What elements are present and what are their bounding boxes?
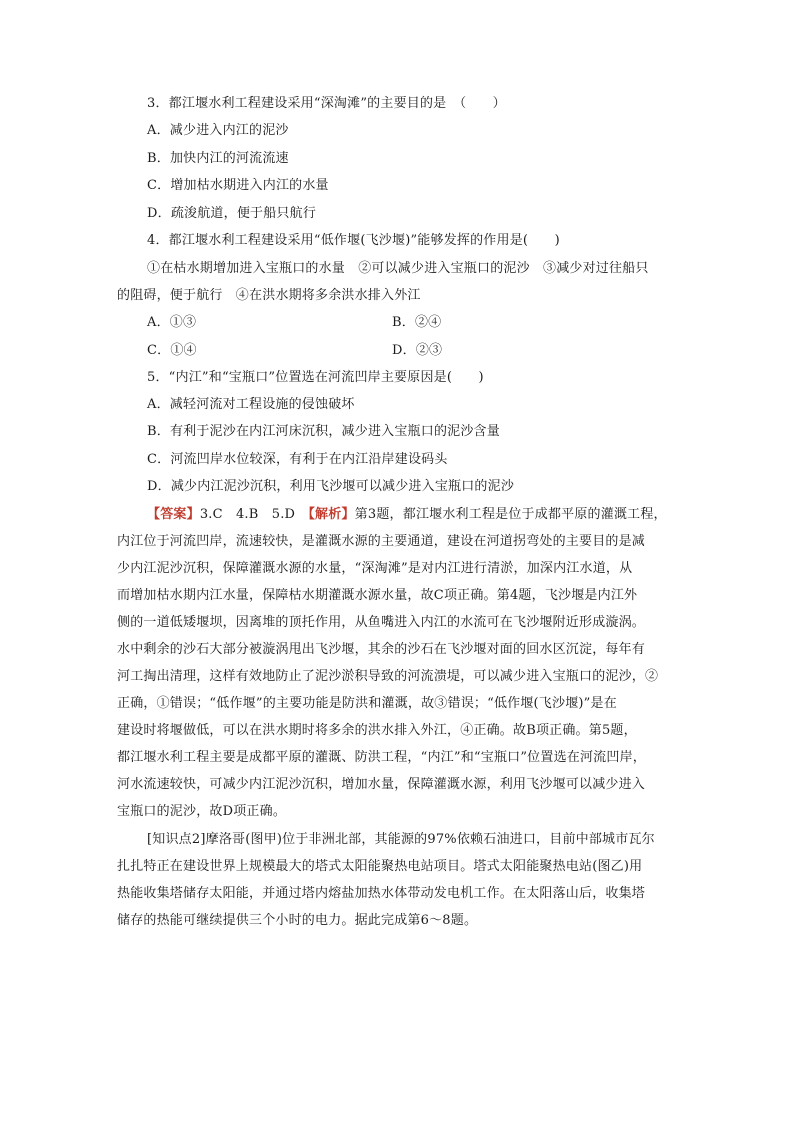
q4-option-d: D．②③: [392, 343, 443, 358]
q4-option-b: B．②④: [392, 315, 442, 330]
q4-statements-line-2: 的阻碍，便于航行 ④在洪水期将多余洪水排入外江: [117, 288, 421, 303]
q5-option-c: C．河流凹岸水位较深，有利于在内江沿岸建设码头: [147, 452, 448, 467]
q3-option-c: C．增加枯水期进入内江的水量: [147, 178, 329, 193]
analysis-line: 宝瓶口的泥沙，故D项正确。: [117, 804, 287, 819]
q5-option-a: A．减轻河流对工程设施的侵蚀破坏: [147, 397, 355, 412]
q5-option-d: D．减少内江泥沙沉积，利用飞沙堰可以减少进入宝瓶口的泥沙: [147, 479, 515, 494]
q3-option-a: A．减少进入内江的泥沙: [147, 123, 289, 138]
intro-line: 热能收集塔储存太阳能，并通过塔内熔盐加热水体带动发电机工作。在太阳落山后，收集塔: [117, 886, 646, 901]
analysis-line: 内江位于河流凹岸，流速较快，是灌溉水源的主要通道，建设在河道拐弯处的主要目的是减: [117, 534, 646, 549]
analysis-line: 都江堰水利工程主要是成都平原的灌溉、防洪工程，“内江”和“宝瓶口”位置选在河流凹岸，: [117, 750, 646, 765]
q3-option-b: B．加快内江的河流流速: [147, 151, 289, 166]
q4-statements-line-1: ①在枯水期增加进入宝瓶口的水量 ②可以减少进入宝瓶口的泥沙 ③减少对过往船只: [147, 261, 649, 276]
answer-values: 3.C 4.B 5.D: [199, 507, 309, 522]
question-4-stem: 4．都江堰水利工程建设采用“低作堰(飞沙堰)”能够发挥的作用是( ): [147, 233, 560, 248]
analysis-first-text: 第3题，都江堰水利工程是位于成都平原的灌溉工程，: [354, 507, 667, 522]
analysis-tag: 【解析】: [308, 507, 355, 522]
answer-tag: 【答案】: [147, 507, 200, 522]
analysis-line: 正确，①错误；“低作堰”的主要功能是防洪和灌溉，故③错误；“低作堰(飞沙堰)”是在: [117, 696, 617, 711]
analysis-line: 侧的一道低矮堰坝，因离堆的顶托作用，从鱼嘴进入内江的水流可在飞沙堰附近形成漩涡。: [117, 615, 646, 630]
analysis-line: 河水流速较快，可减少内江泥沙沉积，增加水量，保障灌溉水源，利用飞沙堰可以减少进入: [117, 777, 646, 792]
analysis-line: 水中剩余的沙石大部分被漩涡甩出飞沙堰，其余的沙石在飞沙堰对面的回水区沉淀，每年有: [117, 642, 646, 657]
question-5-stem: 5．“内江”和“宝瓶口”位置选在河流凹岸主要原因是( ): [147, 370, 484, 385]
question-3-stem: 3．都江堰水利工程建设采用“深淘滩”的主要目的是 （ ）: [147, 96, 506, 111]
q3-option-d: D．疏浚航道，便于船只航行: [147, 206, 317, 221]
intro-line: 扎扎特正在建设世界上规模最大的塔式太阳能聚热电站项目。塔式太阳能聚热电站(图乙)用: [117, 859, 643, 874]
analysis-line: 河工掏出清理，这样有效地防止了泥沙淤积导致的河流溃堤，可以减少进入宝瓶口的泥沙，②: [117, 669, 659, 684]
q4-option-a: A．①③: [147, 315, 197, 330]
analysis-line: 少内江泥沙沉积，保障灌溉水源的水量，“深淘滩”是对内江进行清淤，加深内江水道，从: [117, 561, 633, 576]
intro-line: [知识点2]摩洛哥(图甲)位于非洲北部，其能源的97%依赖石油进口，目前中部城市瓦尔: [147, 832, 655, 847]
intro-line: 储存的热能可继续提供三个小时的电力。据此完成第6～8题。: [117, 913, 478, 928]
q4-option-c: C．①④: [147, 343, 197, 358]
analysis-line: 而增加枯水期内江水量，保障枯水期灌溉水源水量，故C项正确。第4题，飞沙堰是内江外: [117, 588, 638, 603]
analysis-line: 建设时将堰做低，可以在洪水期时将多余的洪水排入外江，④正确。故B项正确。第5题，: [117, 723, 637, 738]
q5-option-b: B．有利于泥沙在内江河床沉积，减少进入宝瓶口的泥沙含量: [147, 424, 500, 439]
answer-first-line: [147, 506, 667, 524]
